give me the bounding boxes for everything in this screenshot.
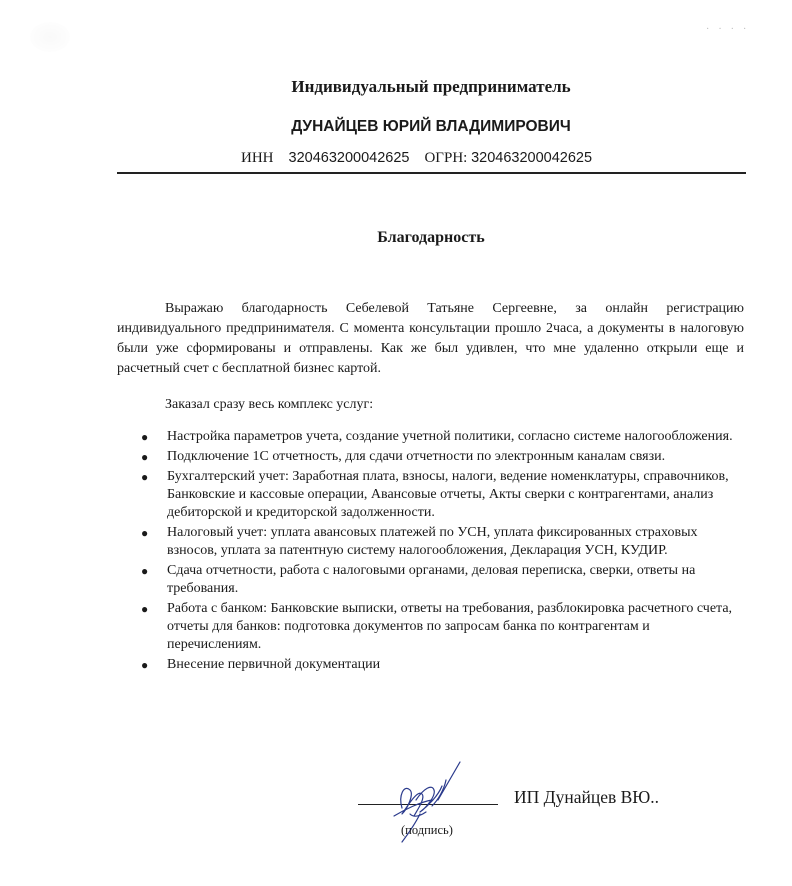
- header-entrepreneur-name: ДУНАЙЦЕВ ЮРИЙ ВЛАДИМИРОВИЧ: [291, 118, 571, 135]
- list-item: [141, 468, 747, 522]
- list-item-text: Бухгалтерский учет: Заработная плата, взносы, налоги, ведение номенклатуры, справочников, Банковские и кассовые операции, Авансовые отчеты, Акты сверки с контрагентами, анализ дебиторской и кредиторской задолженности.: [167, 469, 729, 520]
- inn-label: ИНН: [241, 150, 274, 166]
- list-item-text: Внесение первичной документации: [167, 657, 381, 672]
- document-heading: Благодарность: [377, 229, 485, 246]
- list-item-text: Подключение 1С отчетность, для сдачи отчетности по электронным каналам связи.: [167, 449, 666, 464]
- ogrn-value: 320463200042625: [471, 150, 593, 166]
- list-item: [141, 600, 747, 654]
- services-intro: Заказал сразу весь комплекс услуг:: [165, 397, 374, 412]
- list-item-text: Налоговый учет: уплата авансовых платежей по УСН, уплата фиксированных страховых взносов, уплата за патентную систему налогообложения, Декларация УСН, КУДИР.: [167, 525, 698, 558]
- signature-caption: (подпись): [401, 823, 453, 837]
- bullet-icon: ●: [141, 564, 149, 578]
- bullet-icon: ●: [141, 430, 149, 444]
- gratitude-paragraph: Выражаю благодарность Себелевой Татьяне Сергеевне, за онлайн регистрацию индивидуального предпринимателя. С момента консультации прошло 2часа, а документы в налоговую были уже сформированы и отправлены. Как же был удивлен, что мне удаленно открыли еще и расчетный счет с бесплатной бизнес картой.: [117, 301, 744, 376]
- bullet-icon: ●: [141, 470, 149, 484]
- list-item-text: Работа с банком: Банковские выписки, ответы на требования, разблокировка расчетного счета, отчеты для банков: подготовка документов по запросам банка по контрагентам и перечислениям.: [167, 601, 733, 652]
- bullet-icon: ●: [141, 658, 149, 672]
- list-item-text: Сдача отчетности, работа с налоговыми органами, деловая переписка, сверки, ответы на требования.: [167, 563, 696, 596]
- inn-value: 320463200042625: [288, 150, 410, 166]
- list-item: [141, 562, 747, 598]
- list-item: [141, 428, 747, 446]
- header-title: Индивидуальный предприниматель: [291, 77, 571, 96]
- ogrn-label: ОГРН:: [424, 150, 468, 166]
- bullet-icon: ●: [141, 526, 149, 540]
- header-divider: [117, 172, 746, 174]
- bullet-icon: ●: [141, 602, 149, 616]
- header-registration-ids: [241, 150, 592, 167]
- list-item: [141, 448, 747, 466]
- scan-smudge: [30, 22, 70, 52]
- list-item: [141, 524, 747, 560]
- services-list: [141, 428, 747, 676]
- bullet-icon: ●: [141, 450, 149, 464]
- list-item: [141, 656, 747, 674]
- signatory-name: ИП Дунайцев ВЮ..: [514, 787, 660, 807]
- scan-corner-marks: ····: [706, 24, 756, 35]
- list-item-text: Настройка параметров учета, создание учетной политики, согласно системе налогообложения.: [167, 429, 733, 444]
